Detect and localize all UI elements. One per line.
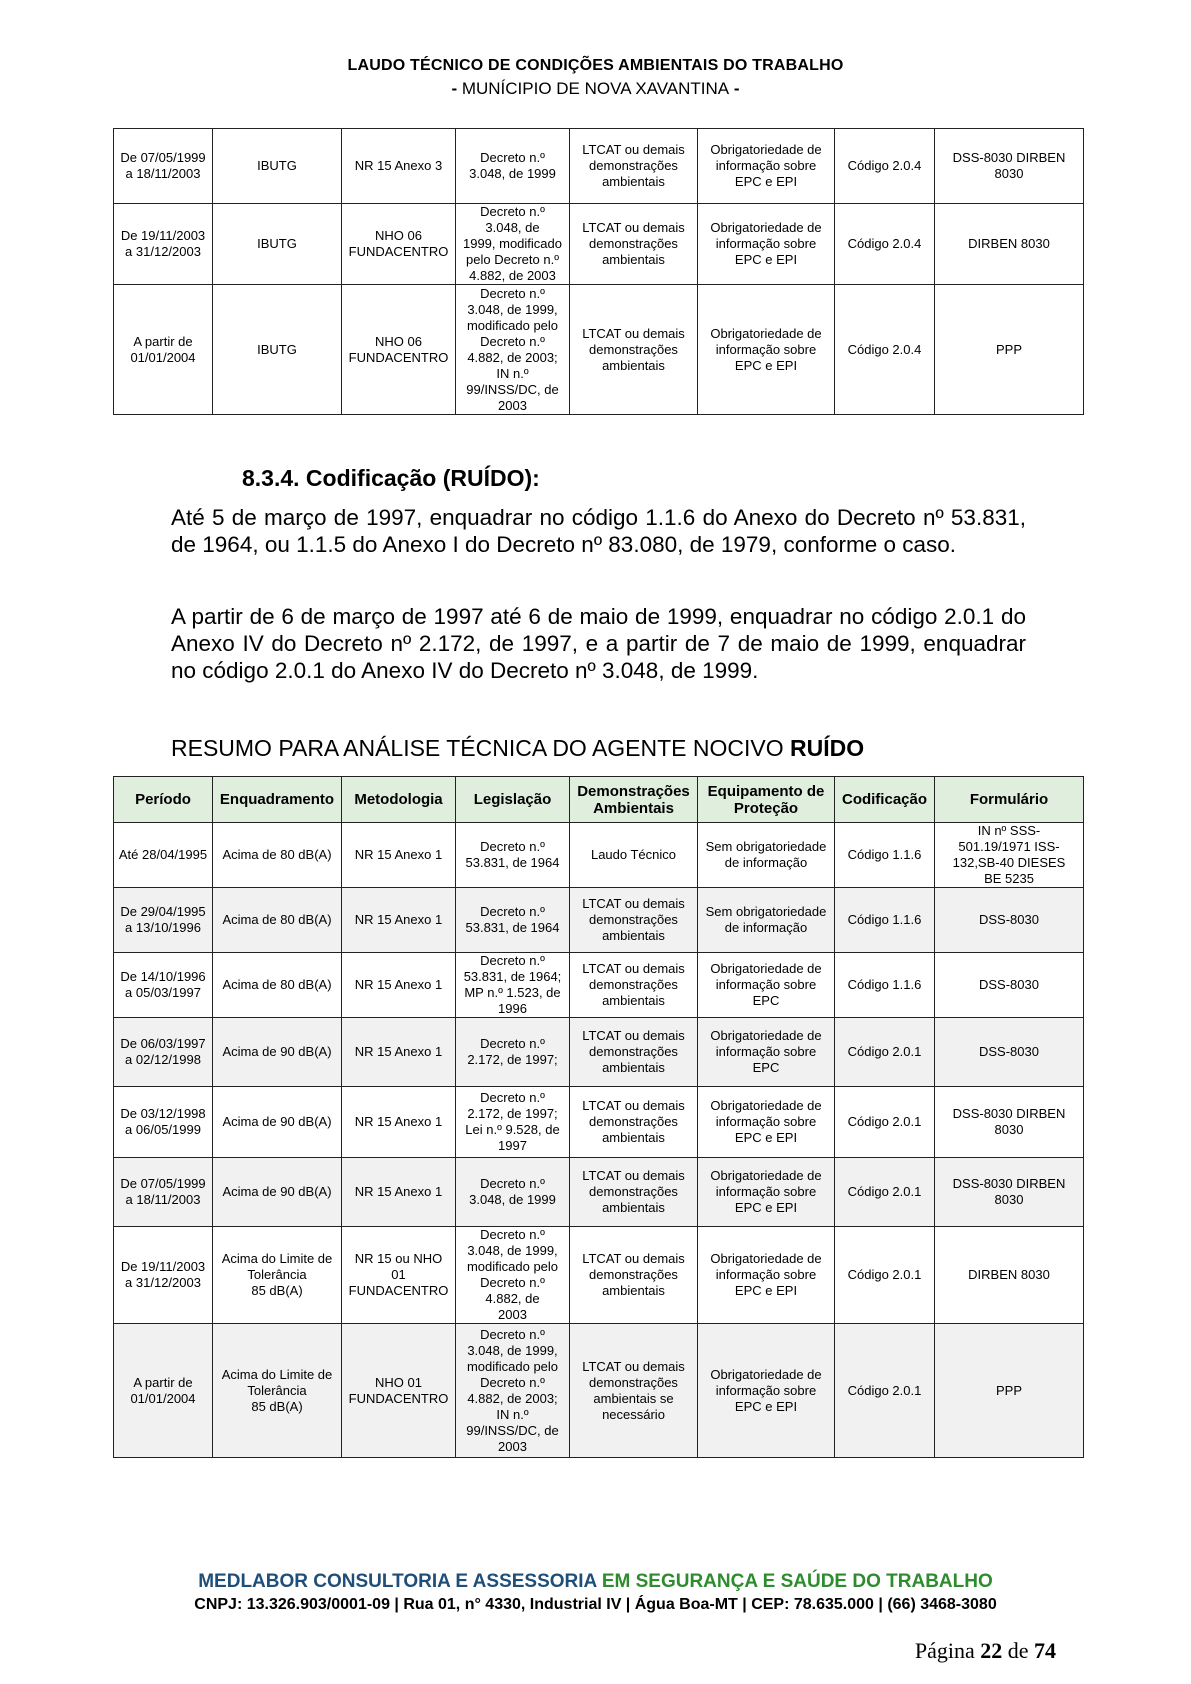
cell-classification: IBUTG — [213, 285, 342, 415]
cell-protection: Obrigatoriedade de informação sobre EPC e EPI — [698, 1087, 835, 1158]
table-row — [114, 285, 1084, 415]
cell-protection: Sem obrigatoriedade de informação — [698, 823, 835, 888]
cell-methodology: NHO 06 FUNDACENTRO — [342, 285, 456, 415]
cell-methodology: NR 15 ou NHO 01 FUNDACENTRO — [342, 1227, 456, 1324]
cell-coding: Código 2.0.1 — [835, 1018, 935, 1087]
cell-coding: Código 1.1.6 — [835, 823, 935, 888]
table-row — [114, 1087, 1084, 1158]
cell-demonstrations: Laudo Técnico — [570, 823, 698, 888]
cell-legislation: Decreto n.º 2.172, de 1997; Lei n.º 9.528, de 1997 — [456, 1087, 570, 1158]
cell-form: DSS-8030 — [935, 953, 1084, 1018]
cell-protection: Obrigatoriedade de informação sobre EPC e EPI — [698, 204, 835, 285]
cell-coding: Código 2.0.1 — [835, 1158, 935, 1227]
cell-form: PPP — [935, 285, 1084, 415]
cell-demonstrations: LTCAT ou demais demonstrações ambientais — [570, 1087, 698, 1158]
cell-methodology: NR 15 Anexo 1 — [342, 1018, 456, 1087]
cell-coding: Código 1.1.6 — [835, 953, 935, 1018]
cell-coding: Código 2.0.1 — [835, 1227, 935, 1324]
table-row — [114, 1018, 1084, 1087]
column-header: Codificação — [835, 777, 935, 823]
cell-methodology: NR 15 Anexo 1 — [342, 1087, 456, 1158]
cell-classification: Acima de 90 dB(A) — [213, 1018, 342, 1087]
cell-protection: Sem obrigatoriedade de informação — [698, 888, 835, 953]
cell-form: DSS-8030 — [935, 888, 1084, 953]
cell-classification: Acima de 80 dB(A) — [213, 953, 342, 1018]
column-header: Metodologia — [342, 777, 456, 823]
cell-period: De 07/05/1999 a 18/11/2003 — [114, 1158, 213, 1227]
cell-legislation: Decreto n.º 53.831, de 1964 — [456, 888, 570, 953]
paragraph: Até 5 de março de 1997, enquadrar no código 1.1.6 do Anexo do Decreto nº 53.831, de 1964, ou 1.1.5 do Anexo I do Decreto nº 83.080, de 1979, conforme o caso. — [171, 505, 1026, 557]
document-title: LAUDO TÉCNICO DE CONDIÇÕES AMBIENTAIS DO TRABALHO — [347, 57, 844, 74]
cell-period: A partir de 01/01/2004 — [114, 1324, 213, 1458]
cell-classification: IBUTG — [213, 129, 342, 204]
cell-demonstrations: LTCAT ou demais demonstrações ambientais — [570, 204, 698, 285]
column-header: Legislação — [456, 777, 570, 823]
column-header: Demonstrações Ambientais — [570, 777, 698, 823]
document-subtitle: - MUNÍCIPIO DE NOVA XAVANTINA - — [451, 79, 740, 98]
cell-classification: Acima de 90 dB(A) — [213, 1087, 342, 1158]
table-row — [114, 1324, 1084, 1458]
cell-demonstrations: LTCAT ou demais demonstrações ambientais — [570, 1227, 698, 1324]
cell-legislation: Decreto n.º 3.048, de 1999, modificado pelo Decreto n.º 4.882, de 2003 — [456, 1227, 570, 1324]
cell-coding: Código 2.0.4 — [835, 129, 935, 204]
cell-legislation: Decreto n.º 3.048, de 1999 — [456, 1158, 570, 1227]
footer-company: MEDLABOR CONSULTORIA E ASSESSORIA EM SEGURANÇA E SAÚDE DO TRABALHO — [198, 1571, 993, 1592]
cell-form: DSS-8030 DIRBEN 8030 — [935, 1087, 1084, 1158]
cell-methodology: NR 15 Anexo 1 — [342, 888, 456, 953]
table-row — [114, 953, 1084, 1018]
section-title: 8.3.4. Codificação (RUÍDO): — [242, 465, 540, 491]
noise-summary-table — [113, 776, 1084, 1458]
column-header: Formulário — [935, 777, 1084, 823]
cell-protection: Obrigatoriedade de informação sobre EPC e EPI — [698, 1227, 835, 1324]
table-row — [114, 1158, 1084, 1227]
cell-demonstrations: LTCAT ou demais demonstrações ambientais — [570, 888, 698, 953]
cell-demonstrations: LTCAT ou demais demonstrações ambientais — [570, 129, 698, 204]
cell-form: DSS-8030 — [935, 1018, 1084, 1087]
cell-demonstrations: LTCAT ou demais demonstrações ambientais se necessário — [570, 1324, 698, 1458]
cell-protection: Obrigatoriedade de informação sobre EPC e EPI — [698, 129, 835, 204]
cell-period: De 07/05/1999 a 18/11/2003 — [114, 129, 213, 204]
cell-period: De 19/11/2003 a 31/12/2003 — [114, 1227, 213, 1324]
cell-methodology: NR 15 Anexo 1 — [342, 823, 456, 888]
cell-classification: Acima do Limite de Tolerância 85 dB(A) — [213, 1324, 342, 1458]
cell-form: DSS-8030 DIRBEN 8030 — [935, 1158, 1084, 1227]
cell-demonstrations: LTCAT ou demais demonstrações ambientais — [570, 285, 698, 415]
cell-methodology: NHO 01 FUNDACENTRO — [342, 1324, 456, 1458]
paragraph: A partir de 6 de março de 1997 até 6 de maio de 1999, enquadrar no código 2.0.1 do Anexo IV do Decreto nº 2.172, de 1997, e a partir de 7 de maio de 1999, enquadrar no código 2.0.1 do Anexo IV do Decreto nº 3.048, de 1999. — [171, 604, 1026, 683]
cell-protection: Obrigatoriedade de informação sobre EPC — [698, 953, 835, 1018]
footer-address: CNPJ: 13.326.903/0001-09 | Rua 01, n° 4330, Industrial IV | Água Boa-MT | CEP: 78.635.000 | (66) 3468-3080 — [194, 1596, 997, 1613]
cell-form: DSS-8030 DIRBEN 8030 — [935, 129, 1084, 204]
cell-classification: Acima de 80 dB(A) — [213, 823, 342, 888]
cell-period: Até 28/04/1995 — [114, 823, 213, 888]
cell-period: De 03/12/1998 a 06/05/1999 — [114, 1087, 213, 1158]
table-row — [114, 823, 1084, 888]
cell-legislation: Decreto n.º 53.831, de 1964 — [456, 823, 570, 888]
cell-legislation: Decreto n.º 3.048, de 1999, modificado pelo Decreto n.º 4.882, de 2003; IN n.º 99/INSS/DC, de 2003 — [456, 285, 570, 415]
cell-coding: Código 2.0.1 — [835, 1324, 935, 1458]
cell-classification: Acima do Limite de Tolerância 85 dB(A) — [213, 1227, 342, 1324]
cell-period: De 29/04/1995 a 13/10/1996 — [114, 888, 213, 953]
cell-legislation: Decreto n.º 3.048, de 1999, modificado pelo Decreto n.º 4.882, de 2003 — [456, 204, 570, 285]
cell-protection: Obrigatoriedade de informação sobre EPC e EPI — [698, 1158, 835, 1227]
cell-legislation: Decreto n.º 2.172, de 1997; — [456, 1018, 570, 1087]
column-header: Equipamento de Proteção — [698, 777, 835, 823]
cell-form: DIRBEN 8030 — [935, 1227, 1084, 1324]
cell-methodology: NR 15 Anexo 3 — [342, 129, 456, 204]
cell-legislation: Decreto n.º 53.831, de 1964; MP n.º 1.523, de 1996 — [456, 953, 570, 1018]
cell-methodology: NR 15 Anexo 1 — [342, 953, 456, 1018]
cell-coding: Código 1.1.6 — [835, 888, 935, 953]
cell-form: DIRBEN 8030 — [935, 204, 1084, 285]
cell-methodology: NHO 06 FUNDACENTRO — [342, 204, 456, 285]
cell-legislation: Decreto n.º 3.048, de 1999 — [456, 129, 570, 204]
cell-legislation: Decreto n.º 3.048, de 1999, modificado pelo Decreto n.º 4.882, de 2003; IN n.º 99/INSS/DC, de 2003 — [456, 1324, 570, 1458]
cell-demonstrations: LTCAT ou demais demonstrações ambientais — [570, 953, 698, 1018]
cell-methodology: NR 15 Anexo 1 — [342, 1158, 456, 1227]
cell-form: IN nº SSS- 501.19/1971 ISS- 132,SB-40 DIESES BE 5235 — [935, 823, 1084, 888]
column-header: Enquadramento — [213, 777, 342, 823]
summary-title: RESUMO PARA ANÁLISE TÉCNICA DO AGENTE NOCIVO RUÍDO — [171, 735, 865, 761]
cell-protection: Obrigatoriedade de informação sobre EPC e EPI — [698, 285, 835, 415]
cell-coding: Código 2.0.4 — [835, 204, 935, 285]
page-number: Página 22 de 74 — [914, 1638, 1056, 1663]
cell-period: De 14/10/1996 a 05/03/1997 — [114, 953, 213, 1018]
cell-demonstrations: LTCAT ou demais demonstrações ambientais — [570, 1158, 698, 1227]
table-row — [114, 204, 1084, 285]
cell-period: De 19/11/2003 a 31/12/2003 — [114, 204, 213, 285]
cell-demonstrations: LTCAT ou demais demonstrações ambientais — [570, 1018, 698, 1087]
cell-protection: Obrigatoriedade de informação sobre EPC — [698, 1018, 835, 1087]
column-header: Período — [114, 777, 213, 823]
heat-table-continuation — [113, 128, 1084, 415]
cell-classification: Acima de 90 dB(A) — [213, 1158, 342, 1227]
cell-classification: Acima de 80 dB(A) — [213, 888, 342, 953]
cell-form: PPP — [935, 1324, 1084, 1458]
cell-period: A partir de 01/01/2004 — [114, 285, 213, 415]
table-row — [114, 1227, 1084, 1324]
cell-period: De 06/03/1997 a 02/12/1998 — [114, 1018, 213, 1087]
cell-coding: Código 2.0.4 — [835, 285, 935, 415]
cell-classification: IBUTG — [213, 204, 342, 285]
cell-coding: Código 2.0.1 — [835, 1087, 935, 1158]
cell-protection: Obrigatoriedade de informação sobre EPC e EPI — [698, 1324, 835, 1458]
table-row — [114, 129, 1084, 204]
table-row — [114, 888, 1084, 953]
